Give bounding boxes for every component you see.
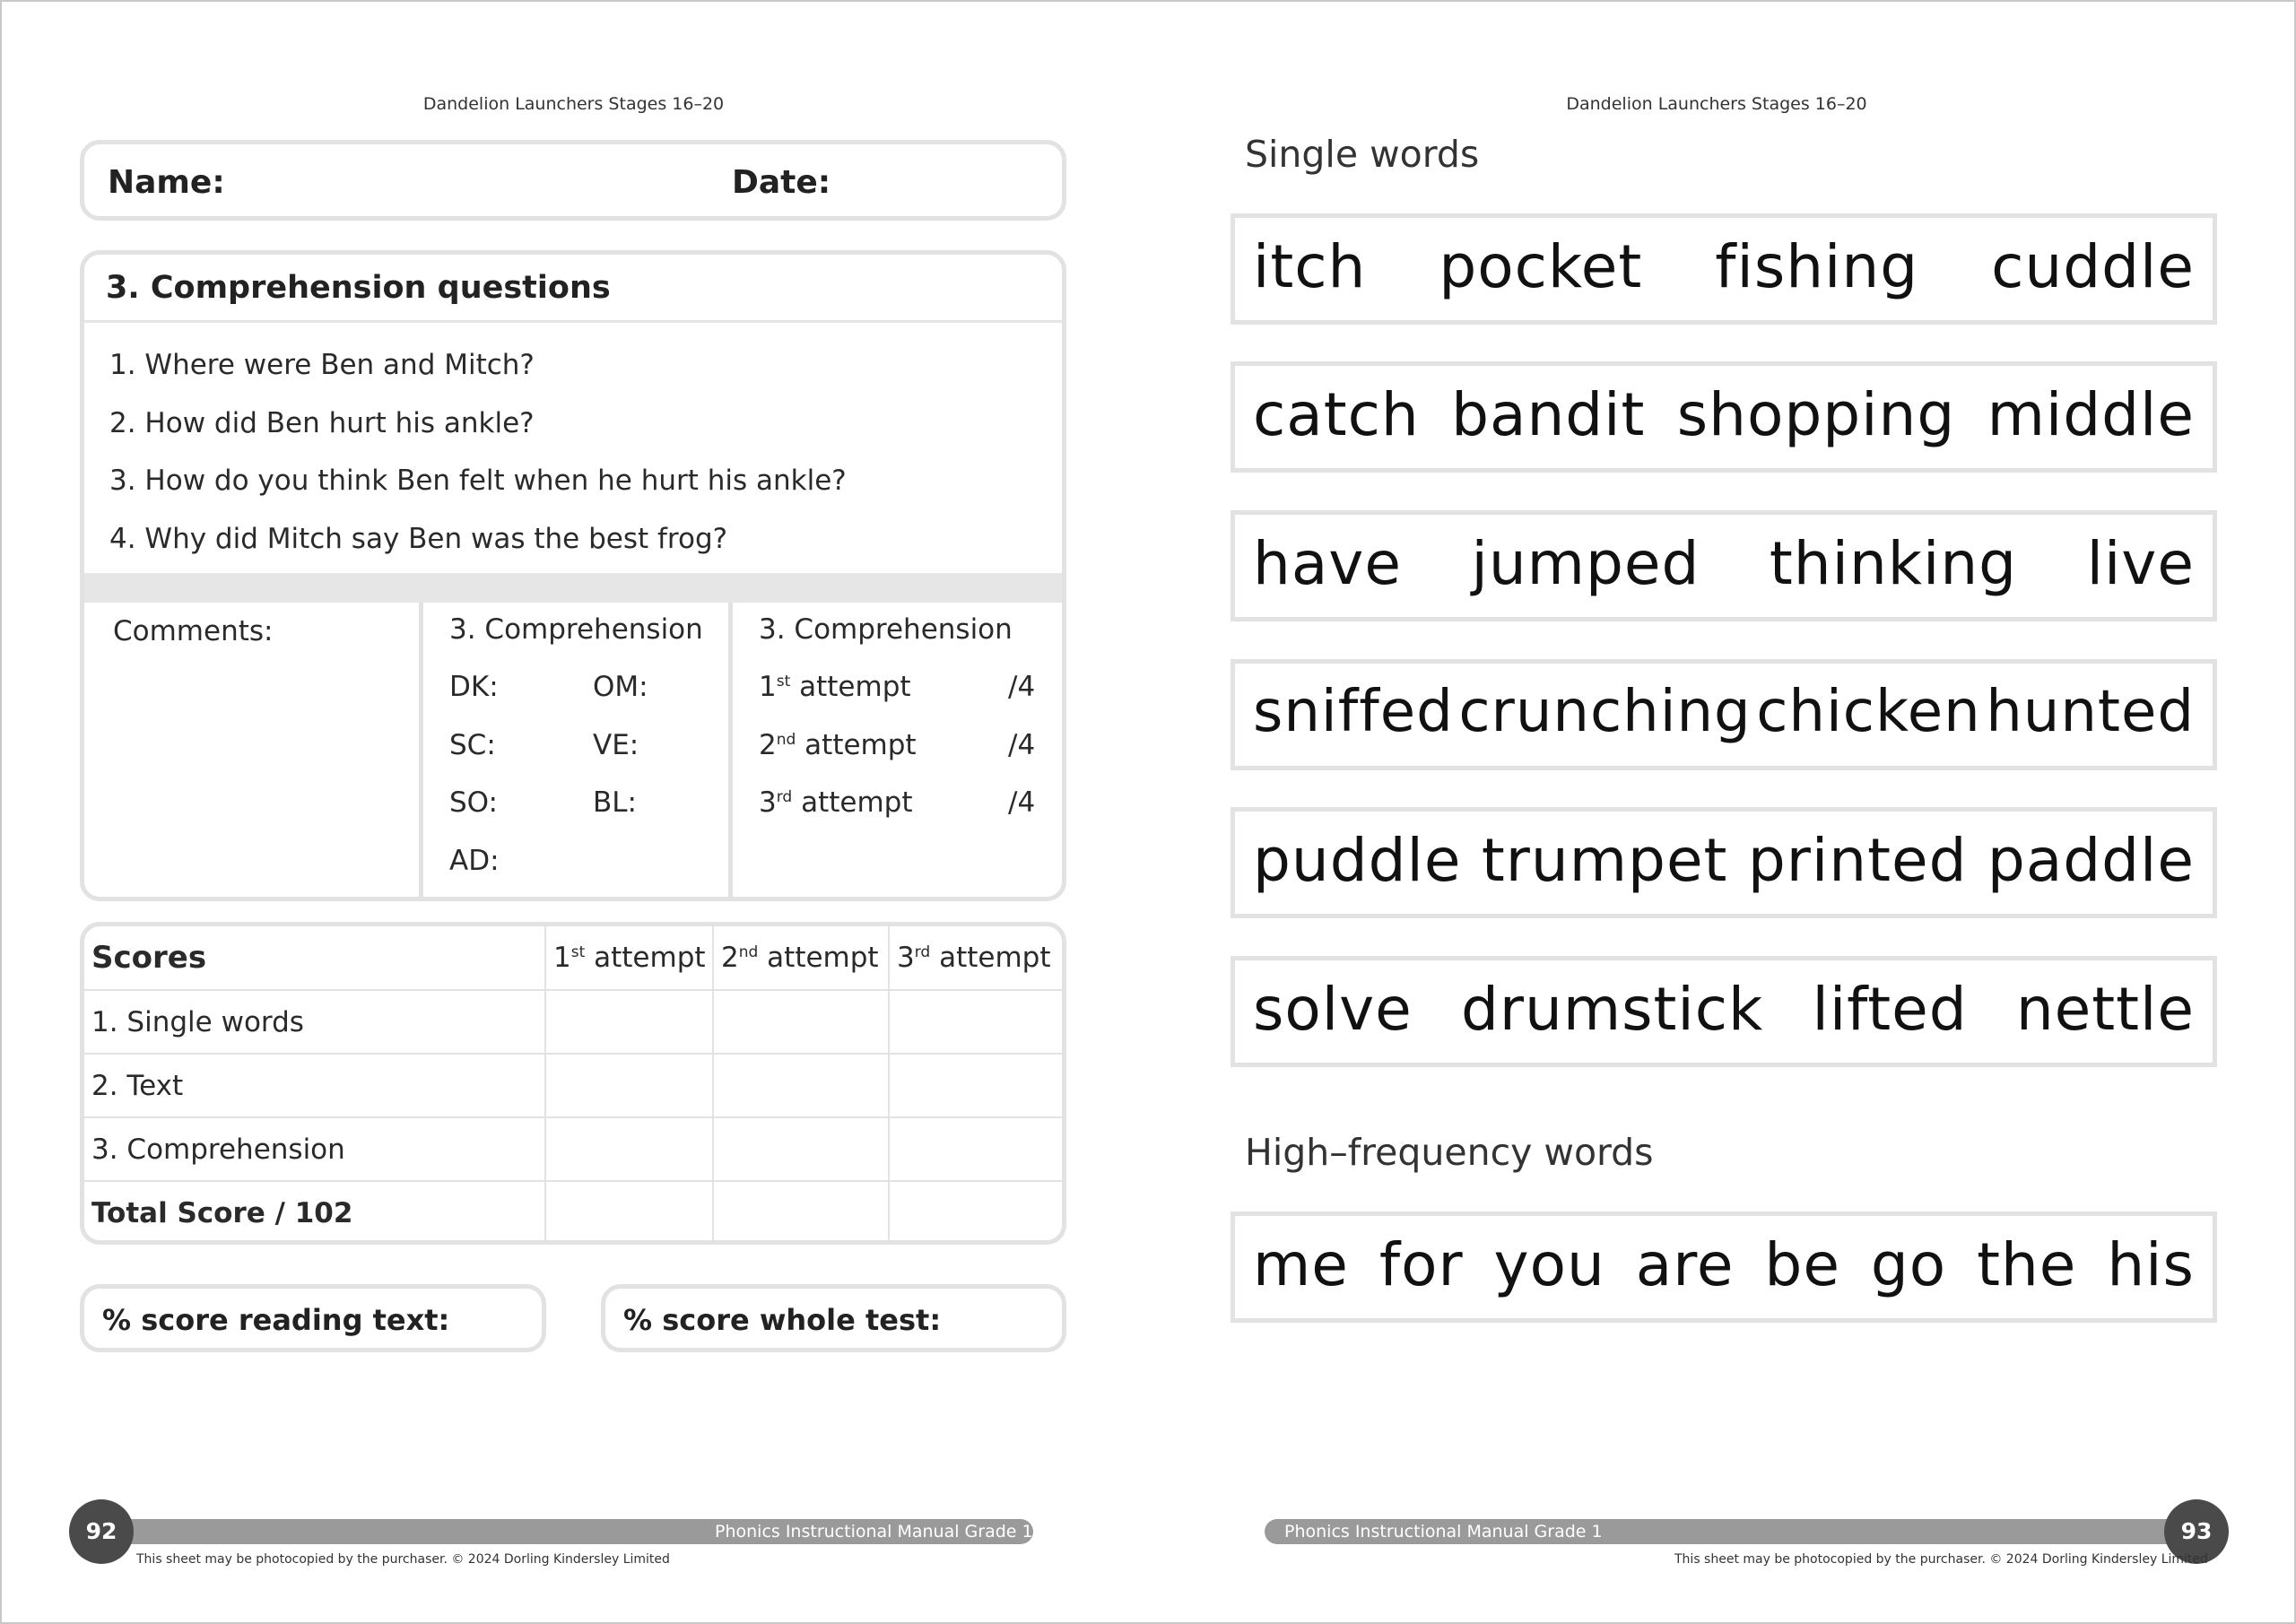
word: itch xyxy=(1253,231,1367,301)
word: bandit xyxy=(1451,379,1646,449)
word: have xyxy=(1253,528,1402,598)
copyright: This sheet may be photocopied by the purchaser. © 2024 Dorling Kindersley Limited xyxy=(136,1552,670,1567)
attempt-1-score: /4 xyxy=(1008,671,1036,703)
name-label: Name: xyxy=(108,164,225,201)
pct-reading-text-label: % score reading text: xyxy=(102,1303,450,1337)
codes-heading: 3. Comprehension xyxy=(449,613,703,646)
word: sniffed xyxy=(1253,679,1454,745)
table-row xyxy=(84,926,1062,990)
attempts-heading: 3. Comprehension xyxy=(759,613,1013,646)
word: his xyxy=(2107,1229,2195,1299)
comprehension-title: 3. Comprehension questions xyxy=(106,270,611,306)
code-dk: DK: xyxy=(449,671,499,703)
word: shopping xyxy=(1676,379,1956,449)
question-4: 4. Why did Mitch say Ben was the best frog? xyxy=(109,523,728,555)
word: fishing xyxy=(1715,231,1919,301)
question-3: 3. How do you think Ben felt when he hurt his ankle? xyxy=(109,465,847,497)
left-page xyxy=(2,2,1150,1624)
divider-band xyxy=(84,573,1062,603)
scores-table xyxy=(84,926,1062,1245)
word: trumpet xyxy=(1481,825,1728,895)
score-cell xyxy=(889,990,1062,1054)
name-date-box xyxy=(80,140,1066,221)
comprehension-box xyxy=(80,250,1066,901)
pct-reading-text-box xyxy=(80,1284,546,1352)
code-so: SO: xyxy=(449,786,498,819)
pct-whole-test-label: % score whole test: xyxy=(623,1303,942,1337)
divider xyxy=(728,603,733,901)
word: go xyxy=(1870,1229,1947,1299)
word: catch xyxy=(1253,379,1420,449)
word: puddle xyxy=(1253,825,1462,895)
code-sc: SC: xyxy=(449,729,496,761)
single-words-heading: Single words xyxy=(1245,133,1480,176)
word-row xyxy=(1231,213,2217,325)
hf-word-row xyxy=(1231,1211,2217,1323)
table-row xyxy=(84,1181,1062,1245)
attempt-1-label: 1st attempt xyxy=(759,671,911,703)
running-head: Dandelion Launchers Stages 16–20 xyxy=(422,94,725,114)
word: solve xyxy=(1253,974,1413,1044)
word: live xyxy=(2086,528,2195,598)
attempt-3-score: /4 xyxy=(1008,786,1036,819)
page-number: 92 xyxy=(69,1499,134,1564)
score-cell xyxy=(545,1117,713,1181)
comments-label: Comments: xyxy=(113,615,274,647)
code-bl: BL: xyxy=(593,786,637,819)
word: nettle xyxy=(2015,974,2195,1044)
page-number: 93 xyxy=(2164,1499,2229,1564)
word: middle xyxy=(1987,379,2195,449)
row-label: Total Score / 102 xyxy=(84,1181,545,1245)
word: drumstick xyxy=(1461,974,1764,1044)
attempt-2-score: /4 xyxy=(1008,729,1036,761)
footer-title: Phonics Instructional Manual Grade 1 xyxy=(715,1522,1033,1541)
word-row xyxy=(1231,956,2217,1067)
score-cell xyxy=(889,1181,1062,1245)
attempt-3-label: 3rd attempt xyxy=(759,786,913,819)
word: printed xyxy=(1747,825,1968,895)
score-cell xyxy=(545,1181,713,1245)
score-cell xyxy=(713,990,889,1054)
word: jumped xyxy=(1471,528,1700,598)
word: lifted xyxy=(1812,974,1968,1044)
word: me xyxy=(1253,1229,1349,1299)
column-header: 1st attempt xyxy=(545,926,713,990)
word: crunching xyxy=(1458,679,1752,745)
hf-words-heading: High–frequency words xyxy=(1245,1131,1654,1174)
word-row xyxy=(1231,659,2217,770)
table-row xyxy=(84,1117,1062,1181)
code-ad: AD: xyxy=(449,845,500,877)
scores-box xyxy=(80,922,1066,1245)
date-label: Date: xyxy=(732,164,831,201)
word-row xyxy=(1231,361,2217,473)
row-label: 1. Single words xyxy=(84,990,545,1054)
word: hunted xyxy=(1986,679,2195,745)
row-label: 2. Text xyxy=(84,1054,545,1117)
score-cell xyxy=(545,1054,713,1117)
column-header: 2nd attempt xyxy=(713,926,889,990)
table-row xyxy=(84,990,1062,1054)
pct-whole-test-box xyxy=(601,1284,1066,1352)
scores-header: Scores xyxy=(84,926,545,990)
word: are xyxy=(1635,1229,1735,1299)
word-row xyxy=(1231,807,2217,918)
score-cell xyxy=(889,1054,1062,1117)
column-header: 3rd attempt xyxy=(889,926,1062,990)
question-2: 2. How did Ben hurt his ankle? xyxy=(109,407,535,439)
score-cell xyxy=(713,1117,889,1181)
code-om: OM: xyxy=(593,671,648,703)
question-1: 1. Where were Ben and Mitch? xyxy=(109,349,535,381)
score-cell xyxy=(713,1054,889,1117)
divider xyxy=(84,320,1062,323)
word: be xyxy=(1764,1229,1840,1299)
word: you xyxy=(1493,1229,1605,1299)
word: thinking xyxy=(1769,528,2018,598)
word: paddle xyxy=(1987,825,2195,895)
row-label: 3. Comprehension xyxy=(84,1117,545,1181)
divider xyxy=(419,603,423,901)
score-cell xyxy=(889,1117,1062,1181)
footer-title: Phonics Instructional Manual Grade 1 xyxy=(1284,1522,1603,1541)
attempt-2-label: 2nd attempt xyxy=(759,729,917,761)
word: pocket xyxy=(1439,231,1643,301)
word-row xyxy=(1231,510,2217,621)
table-row xyxy=(84,1054,1062,1117)
code-ve: VE: xyxy=(593,729,639,761)
score-cell xyxy=(545,990,713,1054)
word: the xyxy=(1977,1229,2077,1299)
word: for xyxy=(1378,1229,1464,1299)
score-cell xyxy=(713,1181,889,1245)
word: chicken xyxy=(1756,679,1981,745)
running-head: Dandelion Launchers Stages 16–20 xyxy=(1566,94,1867,114)
copyright: This sheet may be photocopied by the purchaser. © 2024 Dorling Kindersley Limited xyxy=(1674,1552,2208,1567)
right-page xyxy=(1150,2,2296,1624)
word: cuddle xyxy=(1991,231,2195,301)
